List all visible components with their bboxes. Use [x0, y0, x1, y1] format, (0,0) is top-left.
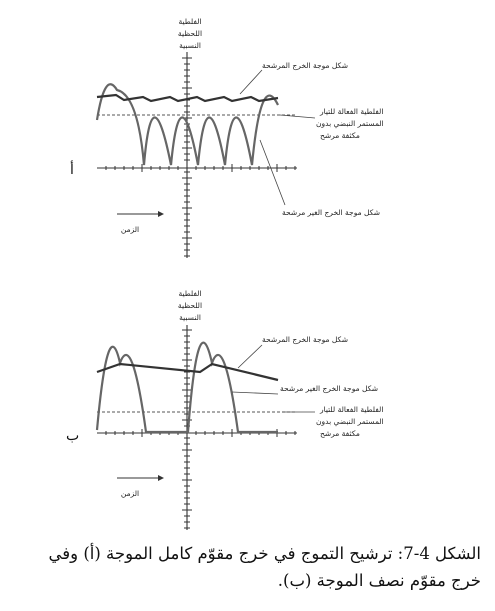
- panel-b-unfiltered-label: شكل موجة الخرج الغير مرشحة: [280, 384, 379, 393]
- panel-b-ticks: [106, 330, 295, 528]
- panel-b-marker: ب: [66, 428, 80, 444]
- panel-a-dc-label-1: الفلطية الفعالة للتيار: [320, 107, 384, 116]
- panel-b-time-arrowhead: [158, 475, 164, 481]
- figure-caption: الشكل 4-7: ترشيح التموج في خرج مقوّم كامل الموجة (أ) وفي خرج مقوّم نصف الموجة (ب).: [48, 544, 481, 590]
- panel-a-filtered-leader: [240, 70, 262, 94]
- panel-a-filtered-label: شكل موجة الخرج المرشحة: [262, 61, 348, 70]
- panel-a-dc-leader: [280, 115, 315, 118]
- panel-b-filtered-label: شكل موجة الخرج المرشحة: [262, 335, 348, 344]
- panel-b-dc-label-3: مكثفة مرشح: [320, 429, 360, 438]
- panel-b-time-label: الزمن: [120, 489, 140, 498]
- panel-b-y-label-3: النسبية: [179, 313, 201, 322]
- panel-a-marker: أ: [70, 162, 74, 178]
- panel-a-y-label-2: اللحظية: [177, 29, 203, 38]
- panel-a: [70, 17, 384, 258]
- panel-a-time-arrowhead: [158, 211, 164, 217]
- panel-a-y-label-1: الفلطية: [178, 17, 202, 26]
- panel-a-dc-label-3: مكثفة مرشح: [320, 131, 360, 140]
- panel-b: [66, 289, 384, 530]
- panel-a-unfiltered-label: شكل موجة الخرج الغير مرشحة: [282, 208, 381, 217]
- panel-a-y-label-3: النسبية: [179, 41, 201, 50]
- panel-a-time-label: الزمن: [120, 225, 140, 234]
- panel-b-dc-label-1: الفلطية الفعالة للتيار: [320, 405, 384, 414]
- panel-b-dc-label-2: المستمر النبضي بدون: [316, 417, 384, 426]
- panel-a-dc-label-2: المستمر النبضي بدون: [316, 119, 384, 128]
- panel-b-unfiltered-leader: [232, 392, 278, 394]
- panel-b-y-label-1: الفلطية: [178, 289, 202, 298]
- panel-b-filtered-leader: [238, 345, 262, 368]
- panel-a-unfiltered-leader: [260, 140, 285, 205]
- panel-b-y-label-2: اللحظية: [177, 301, 203, 310]
